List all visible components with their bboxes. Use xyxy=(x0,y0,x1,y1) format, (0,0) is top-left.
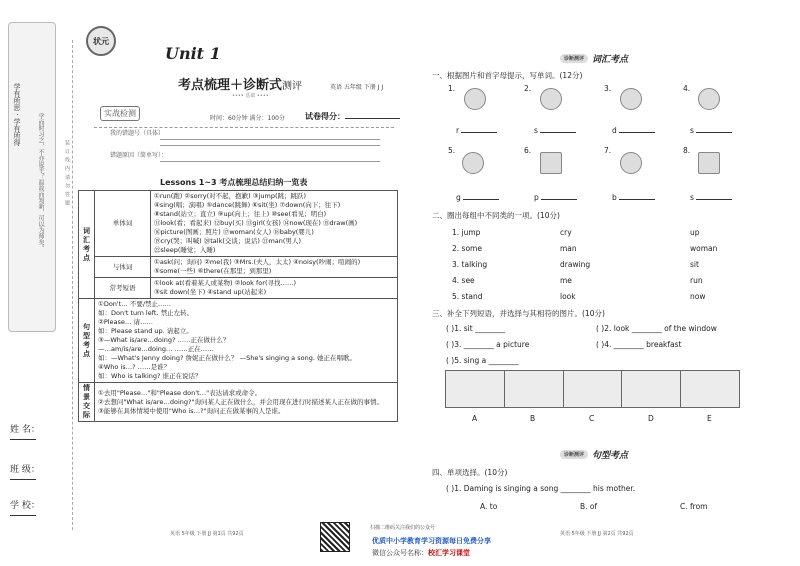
table-title: Lessons 1~3 考点梳理总结归纳一览表 xyxy=(160,178,308,187)
picture-a-icon xyxy=(446,371,505,407)
blank-field[interactable] xyxy=(612,193,655,202)
school-label: 学 校： xyxy=(10,501,40,511)
ad-text-1: 扫描二维码关注我们的公众号 xyxy=(370,525,436,531)
word-option[interactable]: man xyxy=(560,244,577,253)
table-line: ⑲cry(哭；叫喊) ⑳talk(交谈；说话) ㉑man(男人) xyxy=(154,237,301,245)
blank-letter: s xyxy=(690,126,694,135)
picture-d-icon xyxy=(622,371,681,407)
table-line: —…am/is/are…doing… ……正在…… xyxy=(98,345,214,353)
word-option[interactable]: up xyxy=(690,228,700,237)
score-field[interactable] xyxy=(305,111,400,122)
word-option[interactable]: 3. talking xyxy=(452,260,488,269)
table-line: ⑧stand(站立；直立) ⑨up(向上；往上) ⑩see(看见；明白) xyxy=(154,210,327,218)
question-3-title: 三、补全下列短语，并选择与其相符的图片。(10分) xyxy=(432,309,605,318)
class-field[interactable] xyxy=(10,462,58,485)
score-label: 试卷得分： xyxy=(305,112,345,121)
table-line: ⑯picture(图画；照片) ⑰woman(女人) ⑱baby(婴儿) xyxy=(154,228,314,236)
pic-number: 4. xyxy=(683,84,691,93)
table-line: ㉒sleep(睡觉；入睡) xyxy=(154,246,216,254)
footer-right: 英语 5年级 下册 JJ 第2页 共92页 xyxy=(560,531,634,537)
section-tag-sentences xyxy=(560,448,628,461)
ad-text-3 xyxy=(372,548,470,558)
blank-field[interactable] xyxy=(690,193,732,202)
pic-girl-face-icon xyxy=(462,152,484,174)
blank-field[interactable] xyxy=(690,126,732,135)
section-stamp: 实战检测 xyxy=(100,106,140,121)
pic-number: 5. xyxy=(448,146,456,155)
wrong-items-line-2[interactable] xyxy=(160,145,380,146)
pic-number: 3. xyxy=(604,84,612,93)
table-line: ①ask(问；询问) ②me(我) ③Mrs.(夫人，太太) ④noisy(吵闹；喧闹的) xyxy=(154,258,361,266)
table-line: ④Who is…? ……是谁？ xyxy=(98,363,171,371)
word-option[interactable]: drawing xyxy=(560,260,591,269)
name-field[interactable] xyxy=(10,422,58,445)
ad-text-3b: 校汇学习课堂 xyxy=(428,549,470,557)
qr-code-icon xyxy=(320,522,350,552)
left-strip xyxy=(6,22,58,542)
word-option[interactable]: 4. see xyxy=(452,276,475,285)
pic-picture-frame-icon xyxy=(540,152,562,174)
pic-singing-boy-icon xyxy=(540,88,562,110)
blank-letter: d xyxy=(612,126,617,135)
wrong-reason-label: 错题原因（简单写）： xyxy=(110,152,168,159)
blank-field[interactable] xyxy=(534,193,577,202)
picture-letter: C xyxy=(589,414,595,423)
table-line: 如：Please stand up. 请起立。 xyxy=(98,327,193,335)
table-line: 如：Don't turn left. 禁止左转。 xyxy=(98,309,194,317)
mc-question: ( )1. Daming is singing a song ________ his mother. xyxy=(446,484,636,493)
picture-b-icon xyxy=(505,371,564,407)
table-line: ①look at(看着某人或某物) ②look for(寻找……) xyxy=(154,279,297,287)
phrase-item[interactable]: ( )3. ________ a picture xyxy=(446,340,530,349)
vocab-other-cell xyxy=(151,257,398,278)
cat-vocab: 词汇考点 xyxy=(79,191,95,299)
word-option[interactable]: sit xyxy=(690,260,699,269)
wrong-reason-line[interactable] xyxy=(160,161,380,162)
table-line: 如：—What's Jenny doing? 詹妮正在做什么？ —She's singing a song. 她正在唱歌。 xyxy=(98,354,356,362)
word-option[interactable]: now xyxy=(690,292,706,301)
cat-situations: 情景交际 xyxy=(79,383,95,422)
subtitle xyxy=(178,74,302,93)
pic-number: 7. xyxy=(604,146,612,155)
blank-letter: r xyxy=(456,126,460,135)
school-field[interactable] xyxy=(10,498,58,521)
blank-letter: s xyxy=(690,193,694,202)
class-label: 班 级： xyxy=(10,465,40,475)
blank-letter: g xyxy=(456,193,461,202)
pic-number: 8. xyxy=(683,146,691,155)
subtitle-b: 诊断式 xyxy=(243,78,283,93)
phrase-item[interactable]: ( )2. look ________ of the window xyxy=(596,324,717,333)
picture-c-icon xyxy=(564,371,623,407)
blank-field[interactable] xyxy=(456,126,497,135)
picture-e-icon xyxy=(681,371,739,407)
word-option[interactable]: look xyxy=(560,292,576,301)
table-line: ②去想问"What is/are…doing?"询问某人正在做什么，并会用现在进行时描述某人正在做的事情。 xyxy=(98,397,383,406)
mc-option-b[interactable]: B. of xyxy=(580,502,598,511)
table-line: ①Don't… 不要/禁止…… xyxy=(98,300,172,308)
blank-letter: b xyxy=(612,193,617,202)
pic-sleeping-icon xyxy=(698,152,720,174)
table-line: ①去用"Please…"和"Please don't…"表达请求或命令。 xyxy=(98,388,262,397)
table-line: ⑤some(一些) ⑥there(在那里；到那里) xyxy=(154,267,272,275)
picture-letter: B xyxy=(530,414,536,423)
ad-text-2: 优质中小学教育学习资源每日免费分享 xyxy=(372,537,491,545)
name-label: 姓 名： xyxy=(10,425,40,435)
question-2-title: 二、圈出每组中不同类的一项。(10分) xyxy=(432,211,560,220)
level-label: •••• 基础 •••• xyxy=(232,93,269,99)
strip-tips: 学而时习之，不亦说乎？温故而知新，可以为师矣。 xyxy=(37,113,44,251)
tag-small: 诊断测评 xyxy=(560,54,588,63)
word-option[interactable]: cry xyxy=(560,228,572,237)
strip-decoration xyxy=(8,22,56,332)
pic-dancing-girl-icon xyxy=(620,88,642,110)
footer-left: 英语 5年级 下册 JJ 第1页 共92页 xyxy=(170,531,244,537)
picture-letter: D xyxy=(648,414,654,423)
pic-number: 6. xyxy=(524,146,532,155)
unit-title: Unit 1 xyxy=(165,44,221,63)
phrase-item[interactable]: ( )1. sit ________ xyxy=(446,324,506,333)
situations-cell xyxy=(95,383,398,422)
pic-number: 1. xyxy=(448,84,456,93)
picture-letter: E xyxy=(707,414,712,423)
subtitle-c: 测评 xyxy=(282,81,303,92)
sub-other-words: 与体词 xyxy=(95,257,151,278)
word-option[interactable]: me xyxy=(560,276,572,285)
tag-big: 句型考点 xyxy=(592,451,629,461)
sentences-cell xyxy=(95,299,398,383)
blank-field[interactable] xyxy=(612,126,655,135)
subtitle-a: 考点梳理＋ xyxy=(178,78,244,93)
blank-letter: s xyxy=(534,126,538,135)
phrases-cell xyxy=(151,278,398,299)
question-4-title: 四、单项选择。(10分) xyxy=(432,468,508,477)
table-line: ④sing(唱；演唱) ⑤dance(跳舞) ⑥sit(坐) ⑦down(向下；往下) xyxy=(154,201,341,209)
table-line: ②Please… 请…… xyxy=(98,318,153,326)
table-line: ⑪look(看；看起来) ⑫buy(买) ⑬girl(女孩) ⑭now(现在) ⑮draw(画) xyxy=(154,219,358,227)
table-line: ③能够在具体情境中使用"Who is…?"询问正在做某事的人是谁。 xyxy=(98,406,285,415)
picture-strip xyxy=(445,370,740,408)
vocab-single-cell xyxy=(151,191,398,257)
phrase-item[interactable]: ( )4. ________ breakfast xyxy=(596,340,682,349)
sub-phrases: 常考短语 xyxy=(95,278,151,299)
summary-table xyxy=(78,190,398,422)
fold-line-text: 装 订 线 内 请 勿 答 题 xyxy=(64,140,70,207)
word-option[interactable]: woman xyxy=(690,244,718,253)
phrase-item[interactable]: ( )5. sing a ________ xyxy=(446,356,519,365)
tag-big: 词汇考点 xyxy=(592,55,629,65)
pic-baby-icon xyxy=(620,152,642,174)
cat-sentences: 句型考点 xyxy=(79,299,95,383)
word-option[interactable]: run xyxy=(690,276,703,285)
blank-letter: p xyxy=(534,193,539,202)
word-option[interactable]: 2. some xyxy=(452,244,482,253)
section-tag-vocab xyxy=(560,52,628,65)
wrong-items-line[interactable] xyxy=(160,139,380,140)
table-line: ①run(跑) ②sorry(对不起，抱歉) ③jump(跳；跳跃) xyxy=(154,192,307,200)
pic-running-boy-icon xyxy=(464,88,486,110)
time-info: 时间：60分钟 满分：100分 xyxy=(210,115,285,122)
strip-column-text: 学有所思 · 学有所得 xyxy=(13,83,21,146)
tag-small: 诊断测评 xyxy=(560,450,588,459)
table-line: ③—What is/are…doing? ……正在做什么？ xyxy=(98,336,230,344)
ad-text-3a: 微信公众号名称： xyxy=(372,549,428,557)
picture-letter: A xyxy=(472,414,478,423)
table-line: 如：Who is talking? 谁正在说话？ xyxy=(98,372,202,380)
word-option[interactable]: 5. stand xyxy=(452,292,483,301)
pic-smiling-boy-icon xyxy=(698,88,720,110)
blank-field[interactable] xyxy=(534,126,576,135)
table-line: ③sit down(坐下) ④stand up(站起来) xyxy=(154,288,267,296)
sub-single-words: 单体词 xyxy=(95,191,151,257)
grade-label: 英语 五年级 下册 J J xyxy=(330,84,384,91)
mc-option-a[interactable]: A. to xyxy=(480,502,498,511)
blank-field[interactable] xyxy=(456,193,499,202)
fold-line xyxy=(72,40,73,530)
pic-number: 2. xyxy=(524,84,532,93)
question-1-title: 一、根据图片和首字母提示，写单词。(12分) xyxy=(432,71,583,80)
word-option[interactable]: 1. jump xyxy=(452,228,481,237)
brand-logo: 状元 xyxy=(86,26,116,56)
mc-option-c[interactable]: C. from xyxy=(680,502,708,511)
wrong-items-label: 我的错题号（具体） xyxy=(110,130,165,137)
